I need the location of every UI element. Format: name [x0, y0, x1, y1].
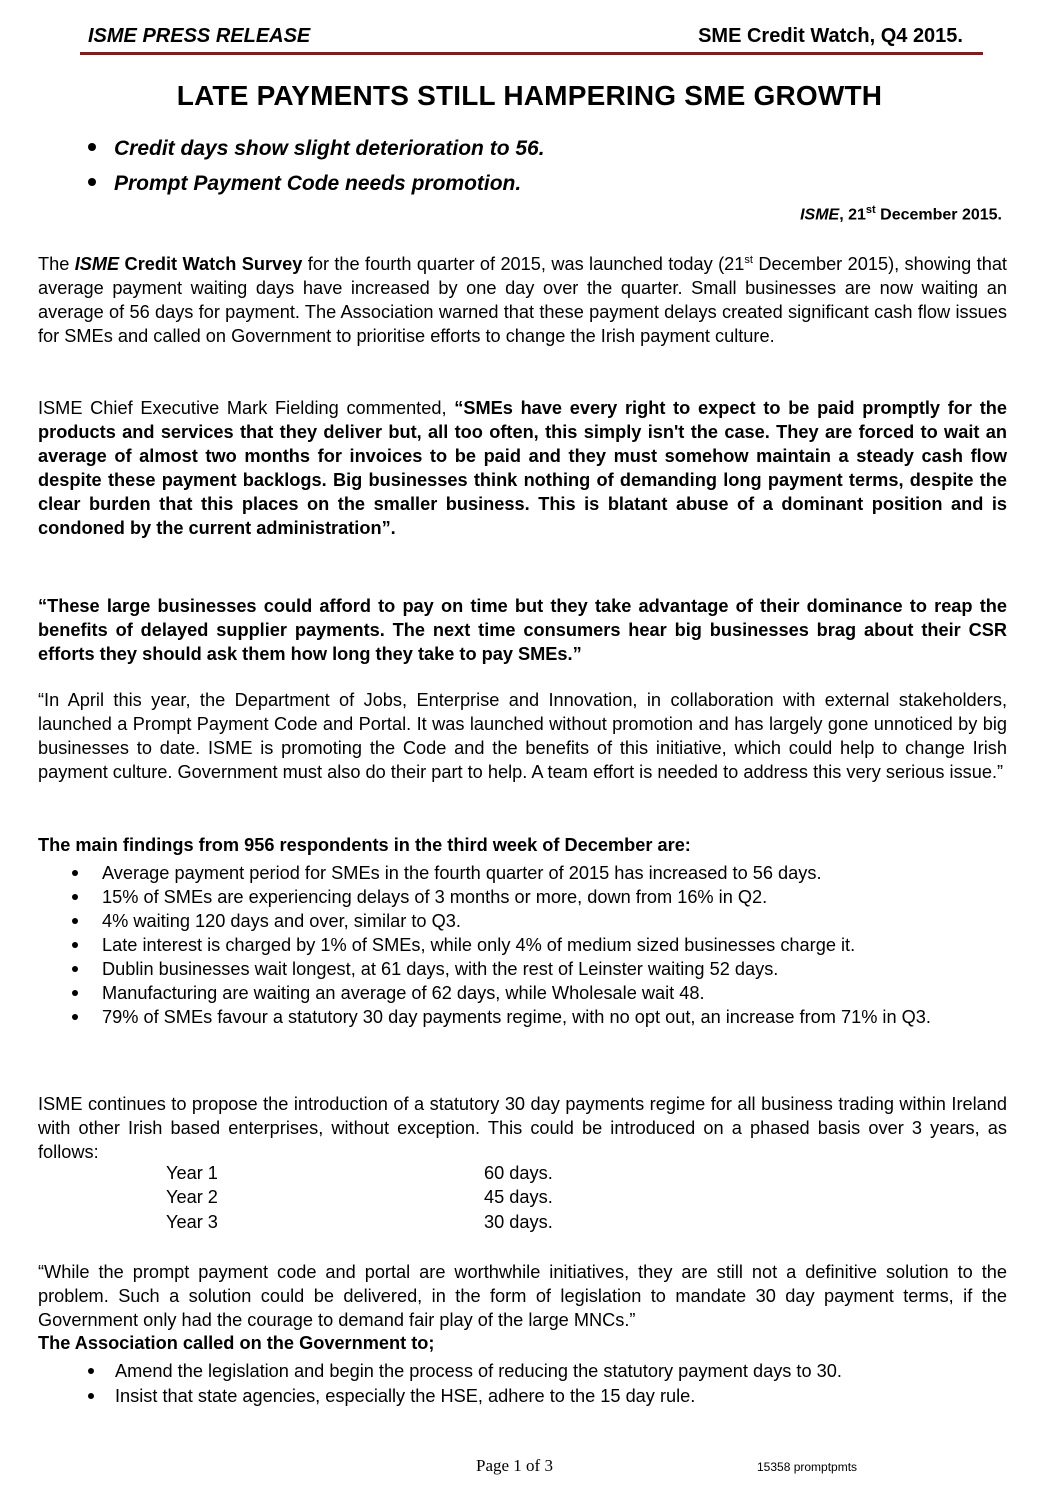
phase-days: 60 days.: [484, 1163, 553, 1183]
highlight-item: [88, 172, 521, 196]
highlight-item: [88, 137, 545, 161]
dateline-date: , 21: [839, 206, 866, 224]
finding-text: 79% of SMEs favour a statutory 30 day payments regime, with no opt out, an increase from 71% in Q3.: [102, 1007, 931, 1027]
intro-sup: st: [744, 254, 753, 266]
quote-lead: ISME Chief Executive Mark Fielding commented,: [38, 398, 455, 418]
phase-days: 45 days.: [484, 1187, 553, 1207]
finding-text: 15% of SMEs are experiencing delays of 3 months or more, down from 16% in Q2.: [102, 887, 768, 907]
dominance-quote-paragraph: “These large businesses could afford to pay on time but they take advantage of their dominance to reap the benefits of delayed supplier payments. The next time consumers hear big businesses brag about their CSR efforts they should ask them how long they take to pay SMEs.”: [38, 596, 1007, 664]
bullet-icon: [72, 942, 78, 948]
findings-list: [38, 861, 1007, 1029]
phase-year: Year 1: [166, 1163, 218, 1183]
finding-text: Manufacturing are waiting an average of 62 days, while Wholesale wait 48.: [102, 983, 705, 1003]
bullet-icon: [72, 918, 78, 924]
list-item: [38, 909, 1007, 933]
call-text: Insist that state agencies, especially the HSE, adhere to the 15 day rule.: [115, 1386, 696, 1406]
headline: LATE PAYMENTS STILL HAMPERING SME GROWTH: [176, 80, 883, 111]
list-item: [38, 1384, 1007, 1409]
list-item: [38, 957, 1007, 981]
phase-year: Year 2: [166, 1187, 218, 1207]
closing-quote: “While the prompt payment code and portal are worthwhile initiatives, they are still not a definitive solution to the problem. Such a solution could be delivered, in the form of legislation to mandate 30 day payment terms, if the Government only had the courage to demand fair play of the large MNCs.”: [38, 1262, 1007, 1330]
document-code: 15358 promptpmts: [757, 1460, 858, 1474]
bullet-icon: [88, 1393, 94, 1399]
list-item: [38, 1359, 1007, 1384]
bullet-icon: [72, 870, 78, 876]
findings-heading: The main findings from 956 respondents in the third week of December are:: [38, 835, 691, 855]
header-rule: [80, 52, 983, 55]
highlight-text: Prompt Payment Code needs promotion.: [114, 172, 522, 195]
bullet-icon: [72, 966, 78, 972]
dateline-org: ISME: [800, 206, 840, 224]
dateline-sup: st: [865, 204, 876, 216]
dateline-date-end: December 2015.: [875, 206, 1002, 224]
quote-bold: “SMEs have every right to expect to be paid promptly for the products and services that they deliver but, all too often, this simply isn't the case. They are forced to wait an average of almost two months for invoices to be paid and they must somehow maintain a steady cash flow despite these payment backlogs. Big businesses think nothing of demanding long payment terms, despite the clear burden that this places on the smaller business. This is blatant abuse of a dominant position and is condoned by the current administration”.: [38, 398, 1007, 538]
intro-paragraph: [38, 248, 1007, 348]
bullet-icon: [72, 1014, 78, 1020]
call-text: Amend the legislation and begin the process of reducing the statutory payment days to 30.: [115, 1361, 842, 1381]
intro-text: The: [38, 254, 75, 275]
bullet-icon: [72, 990, 78, 996]
intro-text: for the fourth quarter of 2015, was launched today (21: [302, 254, 745, 275]
list-item: [38, 885, 1007, 909]
finding-text: Average payment period for SMEs in the fourth quarter of 2015 has increased to 56 days.: [102, 863, 822, 883]
list-item: [38, 981, 1007, 1005]
list-item: [38, 1005, 1007, 1029]
list-item: [38, 933, 1007, 957]
phase-days: 30 days.: [484, 1212, 553, 1232]
finding-text: Dublin businesses wait longest, at 61 days, with the rest of Leinster waiting 52 days.: [102, 959, 779, 979]
phase-year: Year 3: [166, 1212, 218, 1232]
proposal-paragraph: ISME continues to propose the introduction of a statutory 30 day payments regime for all business trading within Ireland with other Irish based enterprises, without exception. This could be introduced on a phased basis over 3 years, as follows:: [38, 1094, 1007, 1162]
intro-org: ISME: [74, 254, 120, 275]
ceo-quote-paragraph: [38, 396, 1007, 540]
dateline: [800, 204, 1002, 224]
calls-list: [38, 1359, 1007, 1409]
intro-survey: Credit Watch Survey: [119, 254, 303, 275]
bullet-icon: [88, 1368, 94, 1374]
list-item: [38, 861, 1007, 885]
bullet-icon: [88, 143, 96, 151]
calls-heading: The Association called on the Government to;: [38, 1333, 435, 1353]
prompt-payment-quote: “In April this year, the Department of Jobs, Enterprise and Innovation, in collaboration with external stakeholders, launched a Prompt Payment Code and Portal. It was launched without promotion and has largely gone unnoticed by big businesses to date. ISME is promoting the Code and the benefits of this initiative, which could help to change Irish payment culture. Government must also do their part to help. A team effort is needed to address this very serious issue.”: [38, 690, 1007, 782]
finding-text: Late interest is charged by 1% of SMEs, while only 4% of medium sized businesses charge it.: [102, 935, 856, 955]
header-edition: SME Credit Watch, Q4 2015.: [698, 25, 963, 47]
page-number: Page 1 of 3: [476, 1456, 553, 1475]
finding-text: 4% waiting 120 days and over, similar to Q3.: [102, 911, 461, 931]
highlight-text: Credit days show slight deterioration to 56.: [114, 137, 545, 160]
bullet-icon: [88, 178, 96, 186]
intro-text: December 2015), showing that average payment waiting days have increased by one day over the quarter. Small businesses are now waiting an average of 56 days for payment. The Association warned that these payment delays created significant cash flow issues for SMEs and called on Government to prioritise efforts to change the Irish payment culture.: [38, 254, 1007, 347]
header-label: ISME PRESS RELEASE: [88, 25, 311, 47]
bullet-icon: [72, 894, 78, 900]
